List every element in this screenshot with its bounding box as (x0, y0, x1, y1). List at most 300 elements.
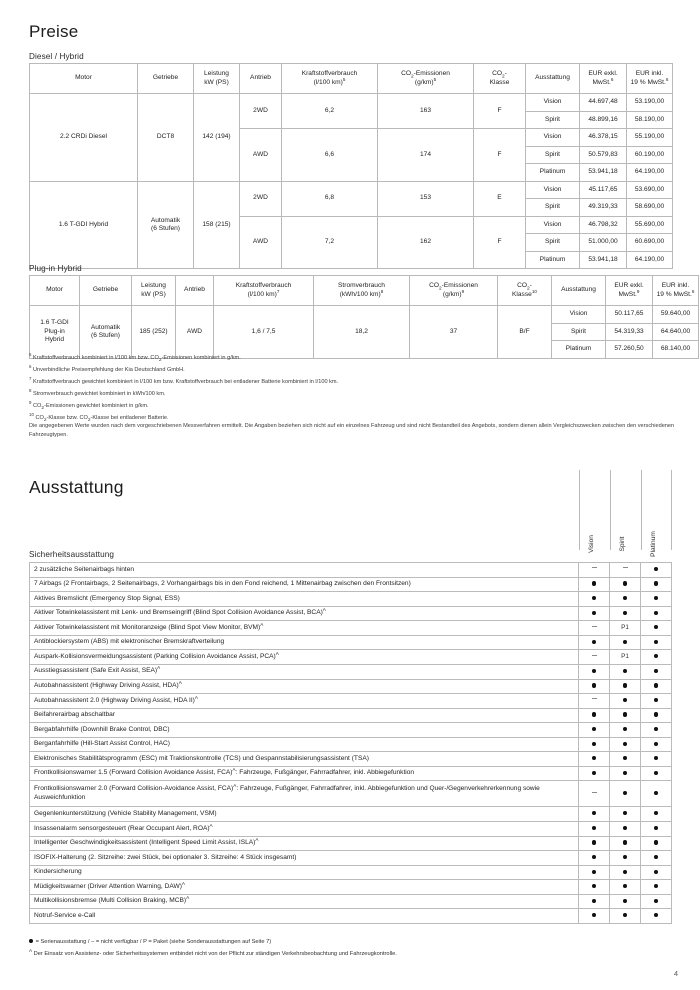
standard-dot-icon (623, 727, 627, 731)
table-row (30, 94, 673, 112)
standard-dot-icon (654, 884, 658, 888)
footnotes-block (29, 351, 679, 441)
availability-cell-vision (579, 650, 610, 665)
availability-cell-spirit: P1 (610, 650, 641, 665)
standard-dot-icon (623, 596, 627, 600)
standard-dot-icon (592, 669, 596, 673)
standard-dot-icon (654, 567, 658, 571)
equipment-label: Autobahnassistent (Highway Driving Assist, HDA)$^A$ (30, 679, 579, 694)
plugin-hybrid-price-table (29, 275, 699, 359)
table-row (30, 621, 672, 636)
standard-dot-icon (623, 581, 627, 585)
unavailable-dash-icon (592, 567, 597, 570)
standard-dot-icon (654, 742, 658, 746)
availability-cell-platinum (641, 865, 672, 880)
standard-dot-icon (623, 913, 627, 917)
cell-price-excl: 48.899,16 (580, 111, 627, 129)
availability-cell-vision (579, 577, 610, 592)
cell-price-incl: 64.640,00 (653, 323, 699, 341)
cell-price-incl: 64.190,00 (627, 251, 673, 269)
standard-dot-icon (654, 870, 658, 874)
availability-cell-spirit (610, 694, 641, 709)
availability-cell-platinum (641, 822, 672, 837)
availability-cell-spirit (610, 563, 641, 578)
equipment-label: Aktiver Totwinkelassistent mit Monitoranzeige (Blind Spot View Monitor, BVM)$^A$ (30, 621, 579, 636)
cell-price-excl: 54.319,33 (606, 323, 653, 341)
equipment-label: Müdigkeitswarner (Driver Attention Warning, DAW)$^A$ (30, 880, 579, 895)
table-row (30, 592, 672, 607)
cell-antrieb: AWD (240, 216, 282, 269)
th-antrieb: Antrieb (240, 64, 282, 94)
standard-dot-icon (592, 870, 596, 874)
availability-cell-vision (579, 664, 610, 679)
standard-dot-icon (654, 840, 658, 844)
th-getriebe: Getriebe (138, 64, 194, 94)
standard-dot-icon (623, 791, 627, 795)
standard-dot-icon (623, 640, 627, 644)
standard-dot-icon (654, 855, 658, 859)
equipment-label: Intelligenter Geschwindigkeitsassistent (Intelligent Speed Limit Assist, ISLA)$^A$ (30, 836, 579, 851)
cell-price-excl: 46.378,15 (580, 129, 627, 147)
standard-dot-icon (592, 611, 596, 615)
cell-price-excl: 53.941,18 (580, 164, 627, 182)
standard-dot-icon (654, 791, 658, 795)
cell-trim: Vision (526, 181, 580, 199)
page-number: 4 (673, 969, 678, 978)
standard-dot-icon (654, 756, 658, 760)
availability-cell-spirit (610, 635, 641, 650)
standard-dot-icon (654, 771, 658, 775)
equipment-label: Aktives Bremslicht (Emergency Stop Signal, ESS) (30, 592, 579, 607)
availability-cell-vision (579, 606, 610, 621)
availability-cell-platinum (641, 836, 672, 851)
unavailable-dash-icon (592, 792, 597, 795)
legend-dot-icon (29, 939, 33, 943)
standard-dot-icon (592, 712, 596, 716)
cell-getriebe: Automatik (6 Stufen) (138, 181, 194, 269)
cell-antrieb: AWD (240, 129, 282, 182)
availability-cell-spirit (610, 822, 641, 837)
standard-dot-icon (654, 913, 658, 917)
cell-trim: Spirit (526, 199, 580, 217)
th-co2-klasse: $CO_2-$ Klasse (474, 64, 526, 94)
cell-trim: Platinum (526, 164, 580, 182)
cell-trim: Vision (552, 306, 606, 324)
standard-dot-icon (592, 727, 596, 731)
cell-getriebe: Automatik (6 Stufen) (80, 306, 132, 359)
standard-dot-icon (623, 698, 627, 702)
standard-dot-icon (654, 811, 658, 815)
equipment-section (29, 470, 672, 924)
cell-price-incl: 59.640,00 (653, 306, 699, 324)
availability-cell-spirit (610, 766, 641, 781)
availability-cell-vision (579, 880, 610, 895)
standard-dot-icon (654, 727, 658, 731)
cell-price-incl: 60.690,00 (627, 234, 673, 252)
equipment-label: Multikollisionsbremse (Multi Collision Braking, MCB)$^A$ (30, 894, 579, 909)
th-eur-exkl: EUR exkl. MwSt.$^6$ (580, 64, 627, 94)
page-title-ausstattung: Ausstattung (29, 477, 124, 497)
cell-price-excl: 53.941,18 (580, 251, 627, 269)
availability-cell-spirit (610, 836, 641, 851)
cell-price-incl: 60.190,00 (627, 146, 673, 164)
cell-trim: Vision (526, 94, 580, 112)
table-header-row (30, 276, 699, 306)
equipment-label: Berganfahrhilfe (Hill-Start Assist Control, HAC) (30, 737, 579, 752)
availability-cell-platinum (641, 880, 672, 895)
th-motor: Motor (30, 64, 138, 94)
cell-price-excl: 46.798,32 (580, 216, 627, 234)
cell-antrieb: 2WD (240, 94, 282, 129)
availability-cell-platinum (641, 851, 672, 866)
standard-dot-icon (623, 756, 627, 760)
table-row (30, 822, 672, 837)
table-row (30, 635, 672, 650)
unavailable-dash-icon (592, 655, 597, 658)
table-row (30, 865, 672, 880)
cell-co2: 37 (410, 306, 498, 359)
table-row (30, 723, 672, 738)
standard-dot-icon (592, 840, 596, 844)
footnote-item: $^{10}$ CO2-Klasse bzw. CO2-Klasse bei entladener Batterie. (29, 411, 169, 423)
availability-cell-vision (579, 865, 610, 880)
cell-getriebe: DCT8 (138, 94, 194, 182)
cell-trim: Spirit (526, 111, 580, 129)
table-row (30, 880, 672, 895)
standard-dot-icon (623, 669, 627, 673)
unavailable-dash-icon (592, 626, 597, 629)
legend-line-2: Der Einsatz von Assistenz- oder Sicherheitssystemen entbindet nicht von der Pflicht zur ständigen Verkehrsbeobachtung und Fahrzeugkontrolle. (32, 951, 397, 958)
table-row (30, 781, 672, 807)
cell-price-incl: 58.690,00 (627, 199, 673, 217)
th-eur-inkl: EUR inkl. 19 % MwSt.$^6$ (627, 64, 673, 94)
standard-dot-icon (592, 596, 596, 600)
cell-verbrauch: 6,8 (282, 181, 378, 216)
standard-dot-icon (654, 596, 658, 600)
th-antrieb: Antrieb (176, 276, 214, 306)
trim-header-platinum (641, 470, 672, 557)
cell-motor: 1.6 T-GDI Plug-in Hybrid (30, 306, 80, 359)
availability-cell-vision (579, 592, 610, 607)
availability-cell-vision (579, 635, 610, 650)
footnote-paragraph: Die angegebenen Werte wurden nach dem vorgeschriebenen Messverfahren ermittelt. Die Angaben beziehen sich nicht auf ein einzelnes Fahrzeug und sind nicht Bestandteil des Angebots, sondern dienen allein Vergleichszwecken zwischen den verschiedenen Fahrzeugtypen. (29, 423, 675, 439)
availability-cell-vision (579, 894, 610, 909)
standard-dot-icon (654, 654, 658, 658)
table-row (30, 807, 672, 822)
table-row (30, 181, 673, 199)
equipment-label: Beifahrerairbag abschaltbar (30, 708, 579, 723)
equipment-group-caption: Sicherheitsausstattung (29, 550, 115, 559)
equipment-label: Insassenalarm sensorgesteuert (Rear Occupant Alert, ROA)$^A$ (30, 822, 579, 837)
standard-dot-icon (623, 826, 627, 830)
trim-header-label: Vision (588, 535, 595, 553)
th-kraftstoffverbrauch: Kraftstoffverbrauch (l/100 km)$^7$ (214, 276, 314, 306)
cell-co2-klasse: B/F (498, 306, 552, 359)
availability-cell-platinum (641, 621, 672, 636)
standard-dot-icon (592, 826, 596, 830)
th-co2-klasse: $CO_2-$ Klasse$^{10}$ (498, 276, 552, 306)
availability-cell-vision (579, 766, 610, 781)
standard-dot-icon (592, 581, 596, 585)
cell-verbrauch: 6,6 (282, 129, 378, 182)
standard-dot-icon (623, 742, 627, 746)
availability-cell-vision (579, 563, 610, 578)
availability-cell-vision (579, 909, 610, 924)
availability-cell-platinum (641, 679, 672, 694)
availability-cell-spirit: P1 (610, 621, 641, 636)
cell-price-incl: 55.190,00 (627, 129, 673, 147)
footnote-item: $^5$ Kraftstoffverbrauch kombiniert in l/100 km bzw. CO2-Emissionen kombiniert in g/km. (29, 352, 241, 363)
equipment-label: 7 Airbags (2 Frontairbags, 2 Seitenairbags, 2 Vorhangairbags bis in den Fond reichend, 1 Mittenairbag zwischen den Frontsitzen) (30, 577, 579, 592)
standard-dot-icon (592, 884, 596, 888)
availability-cell-spirit (610, 577, 641, 592)
equipment-label: Ausstiegsassistent (Safe Exit Assist, SEA)$^A$ (30, 664, 579, 679)
cell-price-incl: 58.190,00 (627, 111, 673, 129)
cell-price-excl: 50.579,83 (580, 146, 627, 164)
trim-header-label: Platinum (649, 531, 657, 557)
equipment-label: Gegenlenkunterstützung (Vehicle Stability Management, VSM) (30, 807, 579, 822)
availability-cell-vision (579, 836, 610, 851)
table-row (30, 650, 672, 665)
availability-cell-platinum (641, 807, 672, 822)
table-row (30, 851, 672, 866)
availability-cell-vision (579, 822, 610, 837)
standard-dot-icon (654, 611, 658, 615)
availability-cell-platinum (641, 752, 672, 767)
cell-price-incl: 55.690,00 (627, 216, 673, 234)
availability-cell-platinum (641, 723, 672, 738)
cell-price-excl: 50.117,65 (606, 306, 653, 324)
trim-header-spirit (610, 470, 641, 550)
equipment-label: Auspark-Kollisionsvermeidungsassistent (Parking Collision Avoidance Assist, PCA)$^A$ (30, 650, 579, 665)
cell-leistung: 142 (194) (194, 94, 240, 182)
cell-leistung: 158 (215) (194, 181, 240, 269)
equipment-label: Kindersicherung (30, 865, 579, 880)
table-row (30, 664, 672, 679)
cell-trim: Spirit (526, 234, 580, 252)
availability-cell-spirit (610, 592, 641, 607)
cell-price-incl: 53.190,00 (627, 94, 673, 112)
cell-price-incl: 64.190,00 (627, 164, 673, 182)
footnote-item: $^8$ Stromverbrauch gewichtet kombiniert in kWh/100 km. (29, 387, 166, 397)
th-co2-emissionen: $CO_2$-Emissionen $(g/km)^9$ (410, 276, 498, 306)
equipment-label: Elektronisches Stabilitätsprogramm (ESC) mit Traktionskontrolle (TCS) und Gespannstabilisierungsassistent (TSA) (30, 752, 579, 767)
standard-dot-icon (623, 683, 627, 687)
availability-cell-spirit (610, 679, 641, 694)
availability-cell-spirit (610, 909, 641, 924)
cell-co2-klasse: F (474, 216, 526, 269)
cell-trim: Platinum (526, 251, 580, 269)
unavailable-dash-icon (623, 567, 628, 570)
page-title-preise: Preise (29, 22, 79, 41)
cell-verbrauch: 6,2 (282, 94, 378, 129)
availability-cell-platinum (641, 708, 672, 723)
availability-cell-platinum (641, 737, 672, 752)
standard-dot-icon (654, 640, 658, 644)
th-leistung: Leistung kW (PS) (132, 276, 176, 306)
availability-cell-platinum (641, 635, 672, 650)
availability-cell-spirit (610, 781, 641, 807)
availability-cell-platinum (641, 766, 672, 781)
equipment-label: Frontkollisionswarner 2.0 (Forward Collision-Avoidance Assist, FCA)$^A$: Fahrzeuge, Fußgänger, Fahrradfahrer, inkl. Abbiegefunktion und Quer-/Gegenverkehrerkennung sowie Ausweichfunktion (30, 781, 579, 807)
standard-dot-icon (592, 899, 596, 903)
availability-cell-platinum (641, 894, 672, 909)
standard-dot-icon (623, 899, 627, 903)
table-row (30, 836, 672, 851)
standard-dot-icon (623, 884, 627, 888)
table-row (30, 563, 672, 578)
table-row (30, 752, 672, 767)
availability-cell-vision (579, 781, 610, 807)
diesel-hybrid-price-table (29, 63, 673, 269)
availability-cell-platinum (641, 650, 672, 665)
table-row (30, 894, 672, 909)
cell-price-excl: 51.000,00 (580, 234, 627, 252)
trim-header-vision (579, 470, 610, 553)
table-row (30, 766, 672, 781)
cell-co2: 163 (378, 94, 474, 129)
standard-dot-icon (592, 855, 596, 859)
table-row (30, 679, 672, 694)
standard-dot-icon (623, 840, 627, 844)
equipment-label: Autobahnassistent 2.0 (Highway Driving Assist, HDA II)$^A$ (30, 694, 579, 709)
availability-cell-platinum (641, 577, 672, 592)
availability-cell-vision (579, 851, 610, 866)
availability-cell-vision (579, 737, 610, 752)
cell-price-incl: 53.690,00 (627, 181, 673, 199)
cell-antrieb: AWD (176, 306, 214, 359)
unavailable-dash-icon (592, 698, 597, 701)
legend-block (29, 938, 649, 959)
table-row (30, 577, 672, 592)
table-row (30, 694, 672, 709)
standard-dot-icon (654, 698, 658, 702)
cell-trim: Platinum (552, 341, 606, 359)
table-row (30, 708, 672, 723)
equipment-label: ISOFIX-Halterung (2. Sitzreihe: zwei Stück, bei optionaler 3. Sitzreihe: 4 Stück insgesamt) (30, 851, 579, 866)
availability-cell-platinum (641, 909, 672, 924)
standard-dot-icon (592, 683, 596, 687)
plugin-hybrid-caption: Plug-in Hybrid (29, 264, 82, 273)
availability-cell-platinum (641, 664, 672, 679)
th-eur-inkl: EUR inkl. 19 % MwSt.$^6$ (653, 276, 699, 306)
availability-cell-spirit (610, 737, 641, 752)
footnote-item: $^9$ CO2-Emissionen gewichtet kombiniert in g/km. (29, 399, 149, 411)
availability-cell-vision (579, 723, 610, 738)
availability-cell-platinum (641, 592, 672, 607)
table-row (30, 606, 672, 621)
availability-cell-spirit (610, 807, 641, 822)
th-eur-exkl: EUR exkl. MwSt.$^9$ (606, 276, 653, 306)
availability-cell-spirit (610, 664, 641, 679)
availability-cell-platinum (641, 781, 672, 807)
standard-dot-icon (592, 640, 596, 644)
availability-cell-vision (579, 807, 610, 822)
cell-co2-klasse: F (474, 94, 526, 129)
th-co2-emissionen: $CO_2$-Emissionen $(g/km)^5$ (378, 64, 474, 94)
standard-dot-icon (654, 899, 658, 903)
cell-trim: Vision (526, 129, 580, 147)
standard-dot-icon (623, 855, 627, 859)
cell-co2-klasse: E (474, 181, 526, 216)
availability-cell-spirit (610, 708, 641, 723)
cell-co2: 162 (378, 216, 474, 269)
availability-cell-spirit (610, 752, 641, 767)
cell-co2-klasse: F (474, 129, 526, 182)
standard-dot-icon (592, 811, 596, 815)
footnote-item: $^7$ Kraftstoffverbrauch gewichtet kombiniert in l/100 km bzw. Kraftstoffverbrauch bei entladener Batterie kombiniert in l/100 km. (29, 375, 339, 385)
th-ausstattung: Ausstattung (526, 64, 580, 94)
standard-dot-icon (654, 826, 658, 830)
equipment-table (29, 562, 672, 924)
diesel-hybrid-caption: Diesel / Hybrid (29, 52, 84, 61)
availability-cell-spirit (610, 723, 641, 738)
cell-motor: 2.2 CRDi Diesel (30, 94, 138, 182)
cell-trim: Vision (526, 216, 580, 234)
availability-cell-vision (579, 679, 610, 694)
availability-cell-spirit (610, 606, 641, 621)
standard-dot-icon (592, 756, 596, 760)
availability-cell-spirit (610, 880, 641, 895)
legend-line-1: = Serienausstattung / – = nicht verfügbar / P = Paket (siehe Sonderausstattungen auf Seite 7) (34, 939, 272, 945)
equipment-label: Aktiver Totwinkelassistent mit Lenk- und Bremseingriff (Blind Spot Collision Avoidance Assist, BCA)$^A$ (30, 606, 579, 621)
cell-stromverbrauch: 18,2 (314, 306, 410, 359)
th-leistung: Leistung kW (PS) (194, 64, 240, 94)
table-row (30, 737, 672, 752)
th-kraftstoffverbrauch: Kraftstoffverbrauch (l/100 km)$^5$ (282, 64, 378, 94)
cell-price-excl: 45.117,65 (580, 181, 627, 199)
table-header-row (30, 64, 673, 94)
standard-dot-icon (654, 625, 658, 629)
cell-price-excl: 57.260,50 (606, 341, 653, 359)
standard-dot-icon (592, 771, 596, 775)
standard-dot-icon (654, 712, 658, 716)
equipment-label: Notruf-Service e-Call (30, 909, 579, 924)
th-motor: Motor (30, 276, 80, 306)
standard-dot-icon (592, 742, 596, 746)
cell-verbrauch: 7,2 (282, 216, 378, 269)
cell-antrieb: 2WD (240, 181, 282, 216)
availability-cell-platinum (641, 606, 672, 621)
standard-dot-icon (654, 581, 658, 585)
cell-price-excl: 49.319,33 (580, 199, 627, 217)
equipment-label: Frontkollisionswarner 1.5 (Forward Collision Avoidance Assist, FCA)$^A$: Fahrzeuge, Fußgänger, Fahrradfahrer, inkl. Abbiegefunktion (30, 766, 579, 781)
cell-motor: 1.6 T-GDI Hybrid (30, 181, 138, 269)
cell-price-incl: 68.140,00 (653, 341, 699, 359)
availability-cell-spirit (610, 894, 641, 909)
standard-dot-icon (623, 771, 627, 775)
cell-price-excl: 44.697,48 (580, 94, 627, 112)
cell-trim: Spirit (552, 323, 606, 341)
cell-leistung: 185 (252) (132, 306, 176, 359)
availability-cell-spirit (610, 851, 641, 866)
standard-dot-icon (623, 811, 627, 815)
availability-cell-platinum (641, 563, 672, 578)
th-ausstattung: Ausstattung (552, 276, 606, 306)
availability-cell-vision (579, 694, 610, 709)
table-row (30, 306, 699, 324)
table-row (30, 909, 672, 924)
availability-cell-vision (579, 708, 610, 723)
standard-dot-icon (623, 611, 627, 615)
trim-header-label: Spirit (619, 536, 626, 552)
equipment-label: Antiblockiersystem (ABS) mit elektronischer Bremskraftverteilung (30, 635, 579, 650)
cell-co2: 174 (378, 129, 474, 182)
cell-trim: Spirit (526, 146, 580, 164)
availability-cell-spirit (610, 865, 641, 880)
availability-cell-vision (579, 752, 610, 767)
standard-dot-icon (654, 669, 658, 673)
